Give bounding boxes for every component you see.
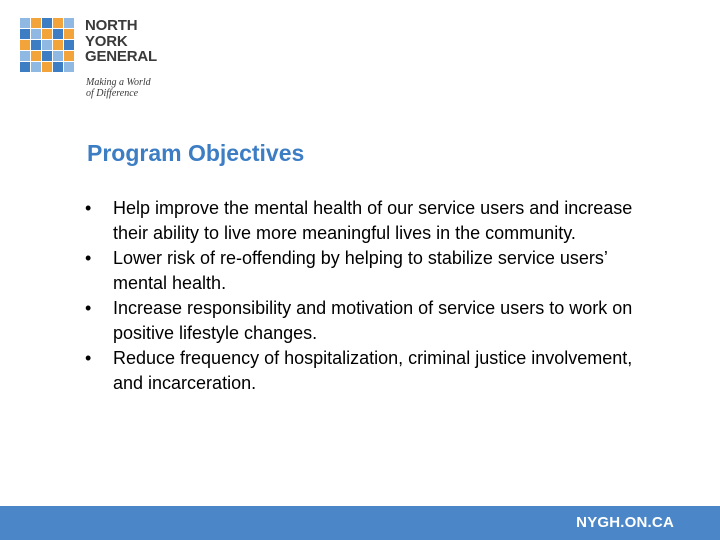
bullet-icon: • — [85, 298, 92, 318]
logo-wordmark — [85, 18, 157, 65]
list-item-text: Help improve the mental health of our service users and increase their ability to live more meaningful lives in the community. — [113, 198, 633, 243]
list-item — [83, 296, 653, 346]
north-york-general-logo — [18, 16, 188, 106]
bullet-icon: • — [85, 348, 92, 368]
logo-tagline-line-1: Making a World — [86, 77, 151, 88]
bullet-icon: • — [85, 198, 92, 218]
logo-grid-icon — [18, 16, 76, 74]
slide-title: Program Objectives — [87, 140, 305, 166]
logo-wordmark-line-1: NORTH — [85, 17, 138, 34]
footer-bar — [0, 506, 720, 540]
logo-tagline-line-2: of Difference — [86, 88, 139, 99]
list-item — [83, 346, 653, 396]
logo-wordmark-line-3: GENERAL — [85, 48, 157, 65]
website-link[interactable]: NYGH.ON.CA — [576, 514, 674, 531]
bullet-icon: • — [85, 248, 92, 268]
list-item — [83, 196, 653, 246]
list-item-text: Increase responsibility and motivation of service users to work on positive lifestyle changes. — [113, 298, 633, 343]
objectives-list — [83, 196, 653, 396]
logo-wordmark-line-2: YORK — [85, 32, 128, 50]
logo-tagline — [86, 77, 151, 99]
list-item — [83, 246, 653, 296]
list-item-text: Reduce frequency of hospitalization, criminal justice involvement, and incarceration. — [113, 348, 633, 393]
list-item-text: Lower risk of re-offending by helping to stabilize service users’ mental health. — [113, 248, 608, 293]
